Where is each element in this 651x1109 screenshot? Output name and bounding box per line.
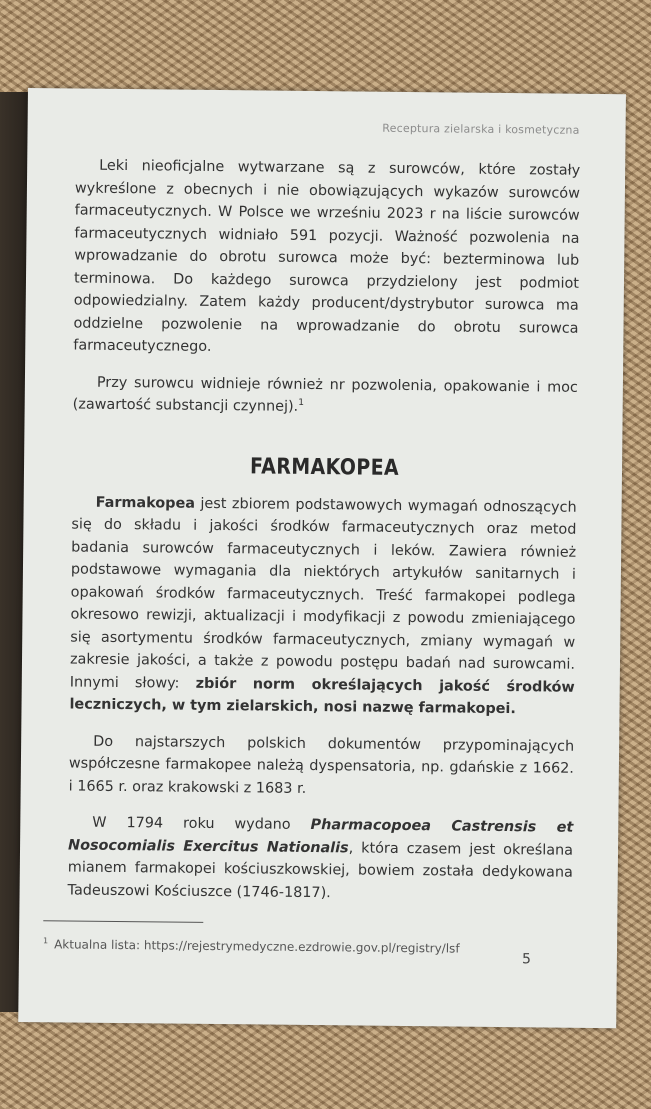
page-number: 5 — [521, 951, 531, 968]
footnote-divider — [43, 920, 203, 923]
paragraph-1: Leki nieoficjalne wytwarzane są z surowców, które zostały wykreślone z obecnych i nie obowiązujących wykazów surowców farmaceutycznych. W Polsce we wrześniu 2023 r na liście surowców farmaceutycznych widniało 591 pozycji. Ważność pozwolenia na wprowadzanie do obrotu surowca może być: bezterminowa lub terminowa. Do każdego surowca przydzielony jest podmiot odpowiedzialny. Zatem każdy producent/dystrybutor surowca ma oddzielne pozwolenie na wprowadzanie do obrotu surowca farmaceutycznego. — [73, 157, 581, 355]
paragraph-4: Do najstarszych polskich dokumentów przypominających współczesne farmakopee należą dyspensatoria, np. gdańskie z 1662. i 1665 r. oraz krakowski z 1683 r. — [68, 733, 575, 797]
footnote-text: Aktualna lista: https://rejestrymedyczne.ezdrowie.gov.pl/registry/lsf — [54, 937, 460, 956]
paragraph-3 — [69, 491, 576, 721]
footnote-reference: 1 — [298, 398, 305, 409]
running-head: Receptura zielarska i kosmetyczna — [382, 121, 580, 137]
paragraph-3-emphasis: zbiór norm określających jakość środków leczniczych, w tym zielarskich, nosi nazwę farmakopei. — [69, 675, 575, 718]
paragraph-5-pre: W 1794 roku wydano — [92, 814, 311, 833]
footnote — [43, 936, 460, 955]
paragraph-3-text: jest zbiorem podstawowych wymagań odnoszących się do składu i jakości środków farmaceutycznych oraz metod badania surowców farmaceutycznych i leków. Zawiera również podstawowe wymagania dla niektórych artykułów sanitarnych i opakowań środków farmaceutycznych. Treść farmakopei podlega okresowo rewizji, aktualizacji i modyfikacji z powodu zmieniającego się asortymentu środków farmaceutycznych, zmiany wymagań w zakresie jakości, a także z powodu postępu badań nad surowcami. Innymi słowy: — [69, 495, 577, 692]
section-title: FARMAKOPEA — [249, 453, 400, 481]
page-body — [67, 154, 580, 920]
paragraph-2 — [73, 371, 578, 421]
paragraph-5-post: , która czasem jest określana mianem farmakopei kościuszkowskiej, bowiem została dedykowana Tadeuszowi Kościuszce (1746-1817). — [67, 839, 574, 901]
paragraph-2-text: Przy surowcu widnieje również nr pozwolenia, opakowanie i moc (zawartość substancji czynnej). — [72, 374, 578, 415]
pharmacopoea-title: Pharmacopoea Castrensis et Nosocomialis Exercitus Nationalis — [67, 817, 574, 856]
term-farmakopea: Farmakopea — [95, 494, 196, 512]
footnote-mark: 1 — [43, 936, 49, 946]
paragraph-5 — [67, 811, 573, 906]
book-page — [18, 88, 626, 1028]
